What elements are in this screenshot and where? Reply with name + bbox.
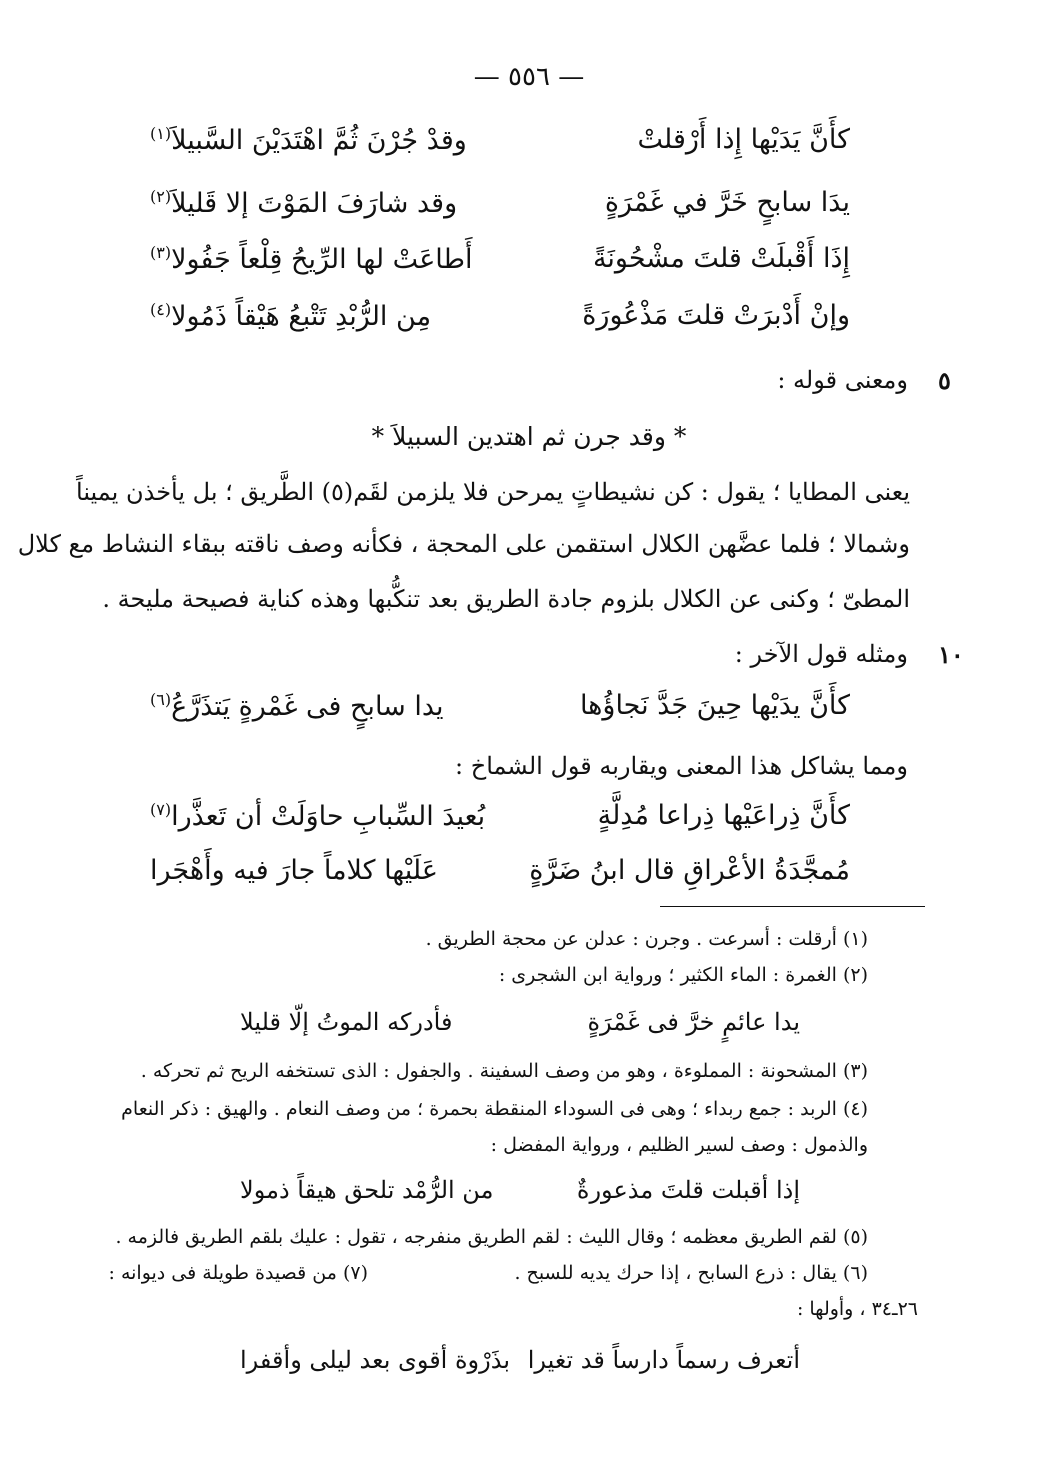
verse-first-hemistich: إِذَا أَقْبلَتْ قلتَ مشْحُونَةً bbox=[592, 243, 850, 274]
commentary-line: المطىّ ؛ وكنى عن الكلال بلزوم جادة الطريق بعد تنكُّبها وهذه كناية فصيحة مليحة . bbox=[102, 585, 910, 613]
meaning-intro: ومعنى قوله : bbox=[777, 366, 908, 394]
footnote-ref: (١) bbox=[150, 124, 172, 143]
verse-line bbox=[150, 187, 850, 239]
verse-second-hemistich: أَطاعَتْ لها الرِّيحُ قِلْعاً جَفُولا$^{(٣)}$ bbox=[150, 243, 473, 275]
quoted-hemistich: * وقد جرن ثم اهتدين السبيلاَ * bbox=[371, 422, 687, 451]
footnote-verse bbox=[240, 1008, 800, 1052]
footnote-7: (٧) من قصيدة طويلة فى ديوانه : bbox=[108, 1262, 368, 1284]
verse-first-hemistich: وإنْ أَدْبرَتْ قلتَ مَذْعُورَةً bbox=[582, 300, 850, 331]
verse-first-hemistich: إذا أقبلت قلتَ مذعورةٌ bbox=[576, 1176, 800, 1204]
verse-first-hemistich: يدا عائمٍ خرَّ فى غَمْرَةٍ bbox=[587, 1008, 800, 1036]
verse-line bbox=[150, 300, 850, 352]
verse-line bbox=[150, 690, 850, 742]
shammakh-intro: ومما يشاكل هذا المعنى ويقاربه قول الشماخ : bbox=[455, 752, 908, 780]
footnote-6: (٦) يقال : ذرع السابح ، إذا حرك يديه للسبح . bbox=[514, 1262, 868, 1284]
commentary-line: يعنى المطايا ؛ يقول : كن نشيطاتٍ يمرحن فلا يلزمن لقَم(٥) الطَّريق ؛ بل يأخذن يميناً bbox=[76, 478, 910, 506]
footnote-3: (٣) المشحونة : المملوءة ، وهو من وصف السفينة . والجفول : الذى تستخفه الريح ثم تحركه . bbox=[140, 1060, 868, 1082]
footnote-divider bbox=[660, 906, 925, 907]
verse-second-hemistich: فأدركه الموتُ إلّا قليلا bbox=[240, 1008, 453, 1036]
verse-second-hemistich: من الرُّمْد تلحق هيقاً ذمولا bbox=[240, 1176, 494, 1204]
verse-line bbox=[150, 800, 850, 852]
verse-first-hemistich: مُمجَّدَةُ الأعْراقِ قال ابنُ ضَرَّةٍ bbox=[529, 855, 850, 886]
verse-second-hemistich: بُعيدَ السِّبابِ حاوَلَتْ أن تَعذَّرا$^{(٧)}$ bbox=[150, 800, 486, 832]
footnote-5: (٥) لقم الطريق معظمه ؛ وقال الليث : لقم الطريق منفرجه ، تقول : عليك بلقم الطريق فالزمه . bbox=[115, 1226, 868, 1248]
footnote-4-cont: والذمول : وصف لسير الظليم ، ورواية المفضل : bbox=[490, 1134, 868, 1156]
footnote-verse bbox=[240, 1176, 800, 1220]
verse-line bbox=[150, 124, 850, 176]
verse-second-hemistich: عَلَيْها كلاماً جارَ فيه وأَهْجَرا bbox=[150, 855, 438, 886]
verse-first-hemistich: كأَنَّ يَدَيْها إِذا أَرْقلتْ bbox=[637, 124, 850, 155]
footnote-7-cont: ٢٦ـ٣٤ ، وأولها : bbox=[796, 1298, 918, 1320]
footnote-2: (٢) الغمرة : الماء الكثير ؛ ورواية ابن الشجرى : bbox=[498, 964, 868, 986]
verse-second-hemistich: يدا سابحٍ فى غَمْرةٍ يَتذَرَّعُ$^{(٦)}$ bbox=[150, 690, 444, 722]
verse-second-hemistich: مِن الرُّبْدِ تَتْبعُ هَيْقاً ذَمُولا$^{(٤)}$ bbox=[150, 300, 432, 332]
verse-first-hemistich: يدَا سابحٍ خَرَّ في غَمْرَةٍ bbox=[604, 187, 850, 218]
verse-first-hemistich: كأَنَّ ذِراعَيْها ذِراعا مُدِلَّةٍ bbox=[597, 800, 850, 831]
footnote-4: (٤) الربد : جمع ربداء ؛ وهى فى السوداء المنقطة بحمرة ؛ من وصف النعام . والهيق : ذكر النعام bbox=[121, 1098, 868, 1120]
verse-second-hemistich: بذَرْوة أقوى بعد ليلى وأقفرا bbox=[240, 1346, 511, 1374]
footnote-ref: (٣) bbox=[150, 243, 172, 262]
commentary-line: وشمالا ؛ فلما عضَّهن الكلال استقمن على المحجة ، فكأنه وصف ناقته ببقاء النشاط مع كلال bbox=[17, 530, 910, 558]
page-number: — ٥٥٦ — bbox=[473, 62, 585, 92]
verse-first-hemistich: كأَنَّ يدَيْها حِينَ جَدَّ نَجاؤُها bbox=[579, 690, 850, 721]
other-intro: ومثله قول الآخر : bbox=[734, 640, 908, 668]
verse-second-hemistich: وقدْ جُرْنَ ثُمَّ اهْتَدَيْنَ السَّبيلاَ$^{(١)}$ bbox=[150, 124, 467, 156]
footnote-ref: (٦) bbox=[150, 690, 172, 709]
verse-line bbox=[150, 855, 850, 907]
footnote-ref: (٤) bbox=[150, 300, 172, 319]
verse-line bbox=[150, 243, 850, 295]
footnote-ref: (٢) bbox=[150, 187, 172, 206]
footnote-ref: (٧) bbox=[150, 800, 172, 819]
line-number: ١٠ bbox=[938, 640, 964, 669]
verse-second-hemistich: وقد شارَفَ المَوْتَ إلا قَليلاَ$^{(٢)}$ bbox=[150, 187, 458, 219]
footnote-verse bbox=[240, 1346, 800, 1390]
line-number: ٥ bbox=[938, 366, 951, 395]
footnote-1: (١) أرقلت : أسرعت . وجرن : عدلن عن محجة الطريق . bbox=[425, 928, 868, 950]
verse-first-hemistich: أتعرف رسماً دارساً قد تغيرا bbox=[527, 1346, 800, 1374]
